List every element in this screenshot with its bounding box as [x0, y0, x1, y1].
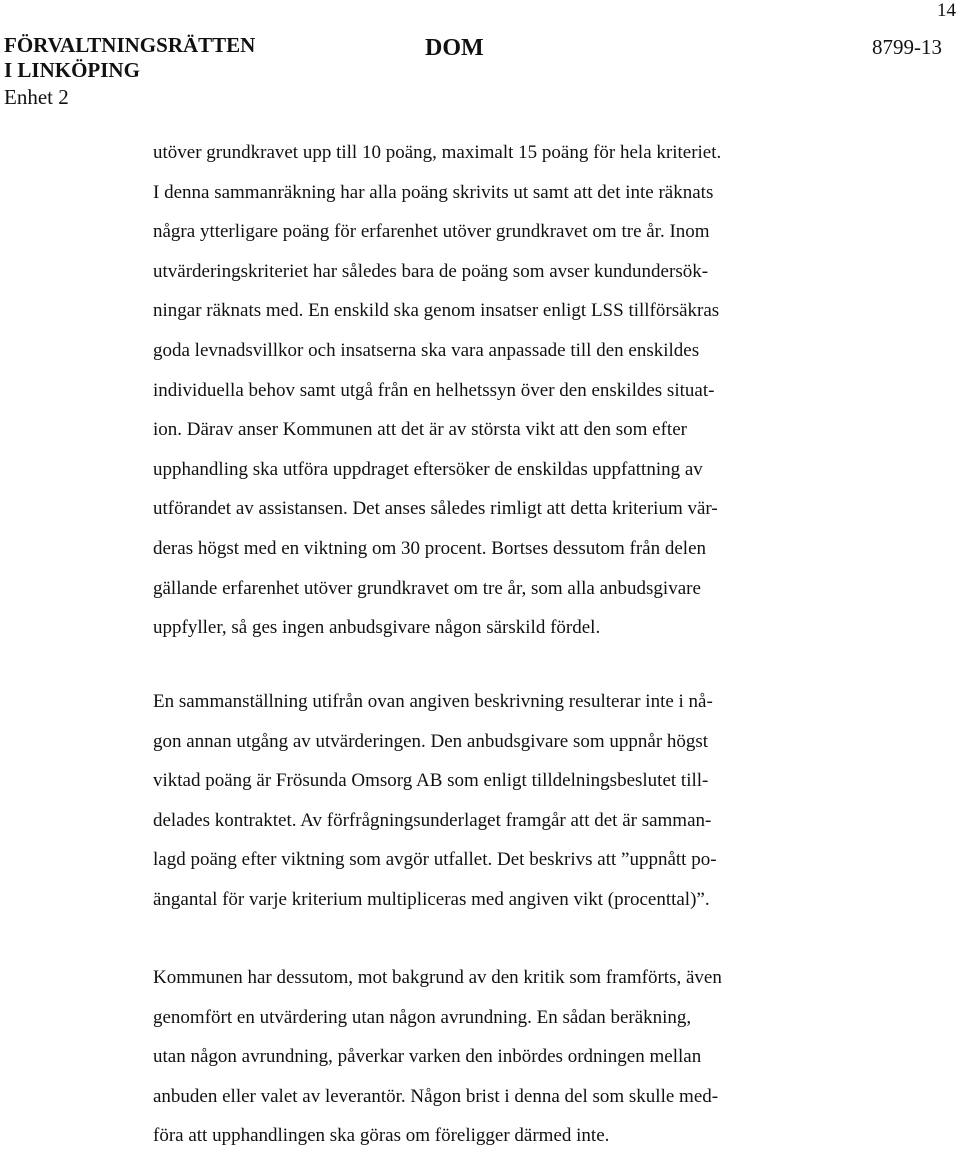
paragraph-2 [153, 682, 843, 920]
court-name [4, 33, 255, 83]
text-line: En sammanställning utifrån ovan angiven beskrivning resulterar inte i nå- [153, 691, 713, 712]
document-type: DOM [425, 35, 484, 61]
page-number: 14 [937, 0, 956, 21]
text-line: några ytterligare poäng för erfarenhet utöver grundkravet om tre år. Inom [153, 221, 710, 243]
text-line: upphandling ska utföra uppdraget eftersöker de enskildas uppfattning av [153, 458, 703, 480]
text-line: gon annan utgång av utvärderingen. Den anbudsgivare som uppnår högst [153, 730, 709, 752]
text-line: föra att upphandlingen ska göras om föreligger därmed inte. [153, 1125, 610, 1147]
text-line: utförandet av assistansen. Det anses således rimligt att detta kriterium vär- [153, 498, 718, 520]
text-line: ion. Därav anser Kommunen att det är av största vikt att den som efter [153, 419, 687, 441]
text-line: goda levnadsvillkor och insatserna ska vara anpassade till den enskildes [153, 339, 700, 361]
text-line: I denna sammanräkning har alla poäng skrivits ut samt att det inte räknats [153, 181, 714, 203]
text-line: deras högst med en viktning om 30 procent. Bortses dessutom från delen [153, 537, 707, 559]
text-line: genomfört en utvärdering utan någon avrundning. En sådan beräkning, [153, 1006, 692, 1028]
case-number: 8799-13 [872, 35, 942, 59]
text-line: utöver grundkravet upp till 10 poäng, maximalt 15 poäng för hela kriteriet. [153, 142, 722, 163]
text-line: gällande erfarenhet utöver grundkravet om tre år, som alla anbudsgivare [153, 577, 701, 599]
paragraph-1 [153, 133, 843, 648]
text-line: individuella behov samt utgå från en helhetssyn över den enskildes situat- [153, 379, 715, 401]
text-line: anbuden eller valet av leverantör. Någon brist i denna del som skulle med- [153, 1085, 719, 1107]
text-line: uppfyller, så ges ingen anbudsgivare någon särskild fördel. [153, 617, 601, 639]
paragraph-3 [153, 958, 843, 1156]
text-line: delades kontraktet. Av förfrågningsunderlaget framgår att det är samman- [153, 809, 712, 831]
text-line: Kommunen har dessutom, mot bakgrund av den kritik som framförts, även [153, 967, 722, 988]
text-line: ningar räknats med. En enskild ska genom insatser enligt LSS tillförsäkras [153, 300, 720, 322]
text-line: utvärderingskriteriet har således bara de poäng som avser kundundersök- [153, 260, 709, 282]
court-name-line2: I LINKÖPING [4, 58, 140, 82]
text-line: lagd poäng efter viktning som avgör utfallet. Det beskrivs att ”uppnått po- [153, 849, 717, 871]
text-line: utan någon avrundning, påverkar varken den inbördes ordningen mellan [153, 1046, 702, 1068]
court-name-line1: FÖRVALTNINGSRÄTTEN [4, 33, 256, 57]
text-line: viktad poäng är Frösunda Omsorg AB som enligt tilldelningsbeslutet till- [153, 770, 709, 792]
court-unit: Enhet 2 [4, 85, 69, 109]
text-line: ängantal för varje kriterium multipliceras med angiven vikt (procenttal)”. [153, 888, 710, 910]
